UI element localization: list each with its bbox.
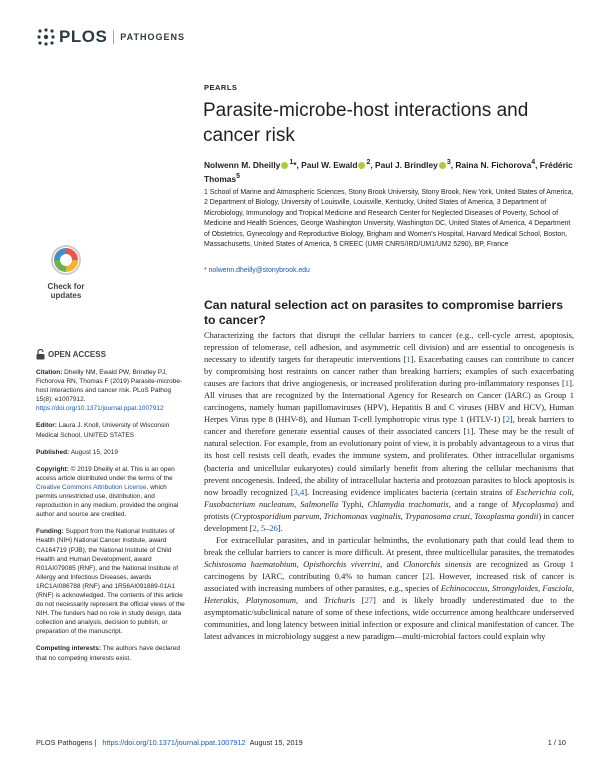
species-name: Fasciola	[542, 582, 572, 593]
body-text: ,	[236, 595, 246, 606]
body-text: ,	[571, 582, 575, 593]
body-text: ) in cancer development [	[204, 510, 575, 533]
competing-label: Competing interests:	[36, 645, 102, 653]
body-text: ] and is likely broadly underestimated due to the asymptomatic/subclinical nature of some of these infections, wide occurrence among healthcare underserved communities, and long latency between initial infection or exposure and clinical manifestation of cancer. The latest advances in microbiology suggest a new paradigm—multi-microbial factors could explain why	[204, 595, 575, 642]
citation-block	[36, 368, 186, 413]
species-name: Trichomonas vaginalis	[323, 510, 401, 521]
body-text: ].	[277, 522, 283, 533]
body-text: ) and protists (	[204, 498, 575, 521]
reference-link[interactable]: 2	[505, 414, 510, 425]
paragraph	[204, 534, 574, 642]
body-text: ]. However, increased risk of cancer is associated with increasing numbers of other parasites, e.g., species of	[204, 570, 574, 593]
reference-link[interactable]: 2	[252, 522, 257, 533]
body-text: , and a range of	[448, 498, 512, 509]
species-name: Clonorchis sinensis	[403, 558, 472, 569]
species-name: Platynosomum	[245, 595, 296, 606]
article-body	[204, 329, 574, 642]
article-title: Parasite-microbe-host interactions and cancer risk	[203, 100, 529, 146]
footer-doi-link[interactable]: https://doi.org/10.1371/journal.ppat.1007912	[102, 738, 246, 747]
affiliations: 1 School of Marine and Atmospheric Sciences, Stony Brook University, Stony Brook, New York, United States of America, 2 Department of Biology, University of Louisville, Louisville, Kentucky, United States of America, 3 Department of Microbiology, Immunology and Tropical Medicine and Research Center for Neglected Diseases of Poverty, School of Medicine and Health Sciences, George Washington University, Washington DC, United States of America, 4 Department of Obstetrics, Gynecology and Reproductive Biology, Brigham and Women's Hospital, Harvard Medical School, Boston, Massachusetts, United States of America, 5 CREEC (UMR CNRS/IRD/UM1/UM2 5290), BP, France	[204, 189, 574, 249]
copyright-label: Copyright:	[36, 465, 69, 473]
species-name: Trichuris	[323, 595, 355, 606]
author-name[interactable]: Paul W. Ewald	[301, 159, 358, 170]
species-name: Salmonella	[300, 498, 339, 509]
funding-label: Funding:	[36, 528, 64, 536]
body-text: ,	[297, 486, 300, 497]
body-text: ,	[469, 510, 475, 521]
body-text: ,	[296, 558, 304, 569]
journal-name: PATHOGENS	[120, 32, 185, 42]
check-updates-line2: updates	[50, 291, 82, 300]
page-number: 1 / 10	[547, 738, 566, 747]
copyright-block	[36, 465, 186, 520]
published-block	[36, 448, 186, 457]
body-text: ,	[319, 510, 324, 521]
logo-divider	[113, 30, 114, 44]
paragraph	[204, 329, 574, 534]
species-name: Cryptosporidium parvum	[233, 510, 320, 521]
body-text: ,	[400, 510, 406, 521]
license-link[interactable]: Creative Commons Attribution License	[36, 483, 147, 491]
author-name[interactable]: Raina N. Fichorova	[455, 159, 532, 170]
species-name: Schistosoma haematobium	[204, 558, 297, 569]
species-name: Chlamydia trachomatis	[367, 498, 449, 509]
species-name: Opisthorchis viverrini	[303, 558, 380, 569]
body-text: Characterizing the factors that disrupt the cellular barriers to cancer (e.g., cell-cycle arrest, apoptosis, repression of telomerase, cell adhesion, and asymmetric cell division) and are essential to oncogenesis is necessary to identify targets for therapeutic interventions [	[204, 330, 574, 365]
editor-label: Editor:	[36, 422, 57, 430]
reference-link[interactable]: 4	[299, 486, 305, 497]
check-for-updates-badge[interactable]	[38, 245, 94, 300]
copyright-text-tail: , which permits unrestricted use, distribution, and reproduction in any medium, provided the original author and source are credited.	[36, 483, 179, 519]
open-access-badge	[36, 349, 186, 360]
published-label: Published:	[36, 448, 70, 456]
published-date: August 15, 2019	[70, 448, 119, 456]
page-footer	[36, 738, 566, 747]
reference-link[interactable]: 1	[406, 354, 411, 365]
plos-logo	[36, 27, 185, 47]
check-updates-line1: Check for	[47, 282, 85, 291]
reference-link[interactable]: 2	[425, 570, 430, 581]
funding-block	[36, 527, 186, 636]
orcid-icon[interactable]	[439, 162, 446, 169]
editor-block	[36, 421, 186, 439]
author-affiliation-number: 2	[366, 159, 371, 166]
species-name: Trypanosoma cruzi	[405, 510, 470, 521]
reference-link[interactable]: 26	[269, 522, 278, 533]
body-text: are recognized as Group 1 carcinogens by IARC, contributing 0.4% to human cancer [	[204, 558, 575, 581]
author-affiliation-number: 5	[236, 172, 241, 180]
funding-text: Support from the National Institutes of Health (NIH) National Cancer Institute, award CA164719 (PJB), the National Institute of Child Health and Human Development, award R01AI079085 (RNF), and the National Institute of Allergy and Infectious Diseases, awards 1RC1AI086788 (RNF) and 1R56AI091889-01A1 (RNF) is acknowledged. The contents of this article do not necessarily represent the official views of the NIH. The funders had no role in study design, data collection and analysis, decision to publish, or preparation of the manuscript.	[36, 528, 185, 636]
competing-interests-block	[36, 644, 186, 662]
species-name: Fusobacterium nucleatum	[204, 498, 295, 509]
author-list: Nolwenn M. Dheilly $^1$*, Paul W. Ewald $^2$, Paul J. Brindley $^3$, Raina N. Fichorova$^4$, Frédéric Thomas$^5$	[204, 159, 573, 184]
body-text: ,	[538, 582, 543, 593]
reference-link[interactable]: 27	[364, 595, 373, 606]
body-text: ,	[571, 486, 575, 497]
citation-text: Dheilly NM, Ewald PW, Brindley PJ, Fichorova RN, Thomas F (2019) Parasite-microbe-host interactions and cancer risk. PLoS Pathog 15(8): e1007912.	[36, 369, 183, 404]
species-name: Strongyloides	[491, 582, 539, 593]
orcid-icon[interactable]	[358, 162, 365, 169]
footer-date: August 15, 2019	[249, 738, 303, 747]
body-text: ]. Increasing evidence implicates bacteria (certain strains of	[304, 486, 516, 497]
species-name: Heterakis	[204, 595, 237, 606]
body-text: ], break barriers to cancer and therefore generate essential causes of their associated cancers [	[204, 414, 574, 437]
body-text: –	[265, 522, 270, 533]
author-affiliation-number: 1	[289, 159, 294, 166]
reference-link[interactable]: 1	[564, 378, 570, 389]
author-name[interactable]: Nolwenn M. Dheilly	[204, 159, 281, 170]
open-access-label: OPEN ACCESS	[48, 349, 106, 359]
species-name: Escherichia coli	[515, 486, 572, 497]
body-text: ]. These may be the result of natural selection. For example, from an evolutionary point of view, it is probably advantageous to a virus that its host cell resists cell death, evades the immune system, and proliferates. Other intracellular organisms (bacteria and unicellular eukaryotes) could similarly benefit from altering the cellular mechanisms that prevent oncogenesis. Indeed, the ability of intracellular bacteria and protozoan parasites to block apoptosis is now broadly recognized [	[204, 426, 574, 497]
citation-label: Citation:	[36, 369, 63, 376]
editor-text: Laura J. Knoll, University of Wisconsin Medical School, UNITED STATES	[36, 422, 170, 439]
body-text: For extracellular parasites, and in particular helminths, the evolutionary path that could lead them to break the cellular barriers to cancer is more difficult. At present, three multicellular parasites, the trematodes	[204, 534, 574, 557]
body-text: ]. All viruses that are recognized by the International Agency for Research on Cancer (IARC) as Group 1 carcinogens, namely human papillomaviruses (HPV), Hepatitis B and C viruses (HBV and HCV), Human Herpes Virus type 8 (HHV-8), and Human T-cell lymphotropic virus type 1 (HTLV-1) [	[204, 378, 574, 425]
competing-text: The authors have declared that no competing interests exist.	[36, 645, 181, 662]
body-text: ]. Exacerbating causes can contribute to cancer by compromising host restraints on cancer rather than breaking barriers; examples of such exacerbating causes are factors that drive angiogenesis, or increased proliferation during pro-inflammatory responses [	[204, 354, 574, 389]
reference-link[interactable]: 3	[293, 486, 298, 497]
body-text: , and	[295, 595, 324, 606]
citation-doi-link[interactable]: https://doi.org/10.1371/journal.ppat.1007912	[36, 405, 164, 413]
corresponding-email[interactable]: * nolwenn.dheilly@stonybrook.edu	[204, 267, 310, 274]
corresponding-mark: *	[293, 159, 297, 170]
body-text: ,	[487, 582, 492, 593]
check-updates-icon	[51, 245, 81, 275]
body-text: Typhi,	[338, 498, 368, 509]
footer-separator: |	[92, 738, 99, 747]
plos-dots-icon	[36, 27, 56, 47]
brand-name: PLOS	[59, 27, 108, 46]
author-affiliation-number: 4	[531, 159, 536, 166]
footer-journal: PLOS Pathogens	[36, 738, 93, 747]
author-name[interactable]: Frédéric Thomas	[204, 159, 573, 184]
copyright-text: © 2019 Dheilly et al. This is an open access article distributed under the terms of the	[36, 465, 175, 482]
species-name: Echinococcus	[440, 582, 488, 593]
orcid-icon[interactable]	[281, 162, 288, 169]
body-text: ,	[294, 498, 301, 509]
body-text: ,	[256, 522, 261, 533]
author-name[interactable]: Paul J. Brindley	[374, 159, 438, 170]
body-text: [	[354, 595, 365, 606]
article-metadata	[36, 349, 186, 671]
species-name: Toxoplasma gondii	[474, 510, 539, 521]
reference-link[interactable]: 1	[466, 426, 471, 437]
body-text: , and	[379, 558, 404, 569]
open-lock-icon	[36, 349, 45, 360]
species-name: Mycoplasma	[512, 498, 556, 509]
reference-link[interactable]: 5	[260, 522, 266, 533]
section-heading: Can natural selection act on parasites to compromise barriers to cancer?	[204, 298, 563, 327]
article-type: PEARLS	[204, 83, 238, 92]
author-affiliation-number: 3	[446, 159, 451, 166]
